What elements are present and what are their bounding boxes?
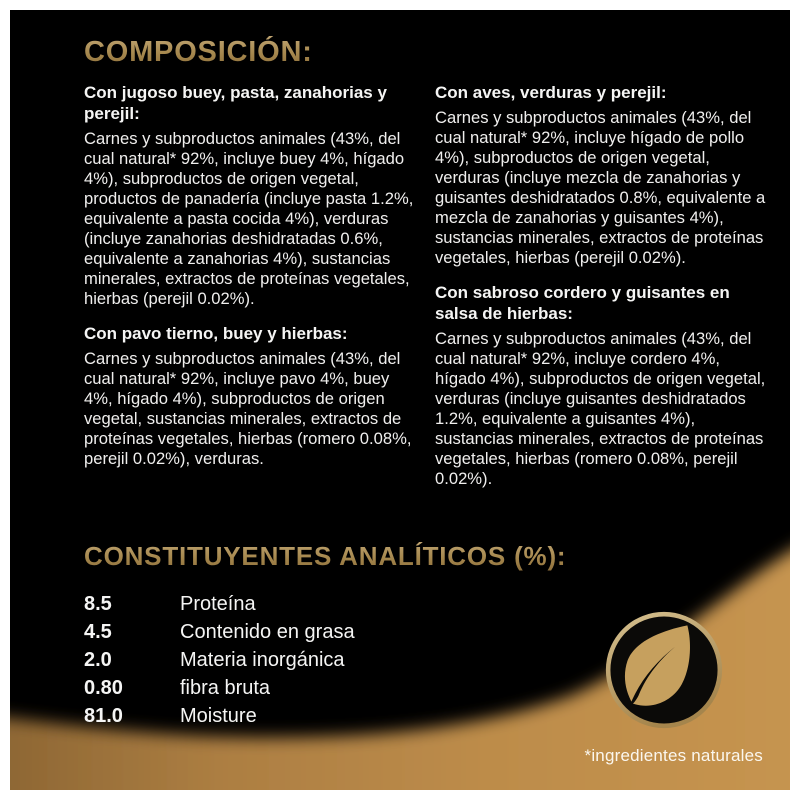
analytical-constituents-title: CONSTITUYENTES ANALÍTICOS (%): — [84, 541, 567, 571]
constituent-value: 8.5 — [84, 593, 112, 615]
variety-ingredients: Carnes y subproductos animales (43%, del cual natural* 92%, incluye buey 4%, hígado 4%), subproductos de origen vegetal, productos de panadería (incluye pasta 1.2%, equivalente a pasta cocida 4%), verduras (incluye zanahorias deshidratadas 0.6%, equivalente a zanahorias 4%), sustancias minerales, extractos de proteínas vegetales, hierbas (perejil 0.02%). — [84, 129, 414, 308]
constituent-label: fibra bruta — [180, 677, 271, 699]
label-content — [10, 10, 790, 790]
variety-heading: Con aves, verduras y perejil: — [435, 83, 667, 102]
natural-ingredients-footnote: *ingredientes naturales — [584, 746, 763, 765]
analytical-row — [84, 590, 355, 618]
analytical-row — [84, 646, 355, 674]
constituent-label: Contenido en grasa — [180, 621, 355, 643]
constituent-label: Materia inorgánica — [180, 649, 345, 671]
constituent-label: Moisture — [180, 705, 257, 727]
composition-column-right — [435, 82, 766, 501]
analytical-constituents-table — [84, 590, 355, 730]
constituent-value: 81.0 — [84, 705, 123, 727]
variety-section — [84, 323, 415, 469]
constituent-value: 2.0 — [84, 649, 112, 671]
variety-ingredients: Carnes y subproductos animales (43%, del cual natural* 92%, incluye cordero 4%, hígado 4%), subproductos de origen vegetal, verduras (incluye guisantes deshidratados 1.2%, equivalente a guisantes 4%), sustancias minerales, extractos de proteínas vegetales, hierbas (romero 0.08%, perejil 0.02%). — [435, 329, 766, 488]
composition-column-left — [84, 82, 415, 501]
analytical-row — [84, 702, 355, 730]
variety-heading: Con jugoso buey, pasta, zanahorias y perejil: — [84, 83, 387, 123]
composition-title: COMPOSICIÓN: — [84, 36, 313, 68]
constituent-value: 0.80 — [84, 677, 123, 699]
variety-ingredients: Carnes y subproductos animales (43%, del cual natural* 92%, incluye hígado de pollo 4%), subproductos de origen vegetal, verduras (incluye mezcla de zanahorias y guisantes deshidratados 0.8%, equivalente a mezcla de zanahorias y guisantes 4%), sustancias minerales, extractos de proteínas vegetales, hierbas (perejil 0.02%). — [435, 108, 766, 267]
label-panel — [10, 10, 790, 790]
constituent-value: 4.5 — [84, 621, 112, 643]
variety-heading: Con pavo tierno, buey y hierbas: — [84, 324, 348, 343]
variety-ingredients: Carnes y subproductos animales (43%, del cual natural* 92%, incluye pavo 4%, buey 4%, hígado 4%), subproductos de origen vegetal, sustancias minerales, extractos de proteínas vegetales, hierbas (romero 0.08%, perejil 0.02%), verduras. — [84, 349, 412, 468]
variety-section — [435, 82, 766, 268]
constituent-label: Proteína — [180, 593, 256, 615]
analytical-row — [84, 618, 355, 646]
leaf-icon — [598, 604, 730, 736]
composition-columns — [84, 82, 766, 501]
variety-section — [435, 282, 766, 489]
variety-section — [84, 82, 415, 309]
variety-heading: Con sabroso cordero y guisantes en salsa de hierbas: — [435, 283, 730, 323]
analytical-row — [84, 674, 355, 702]
